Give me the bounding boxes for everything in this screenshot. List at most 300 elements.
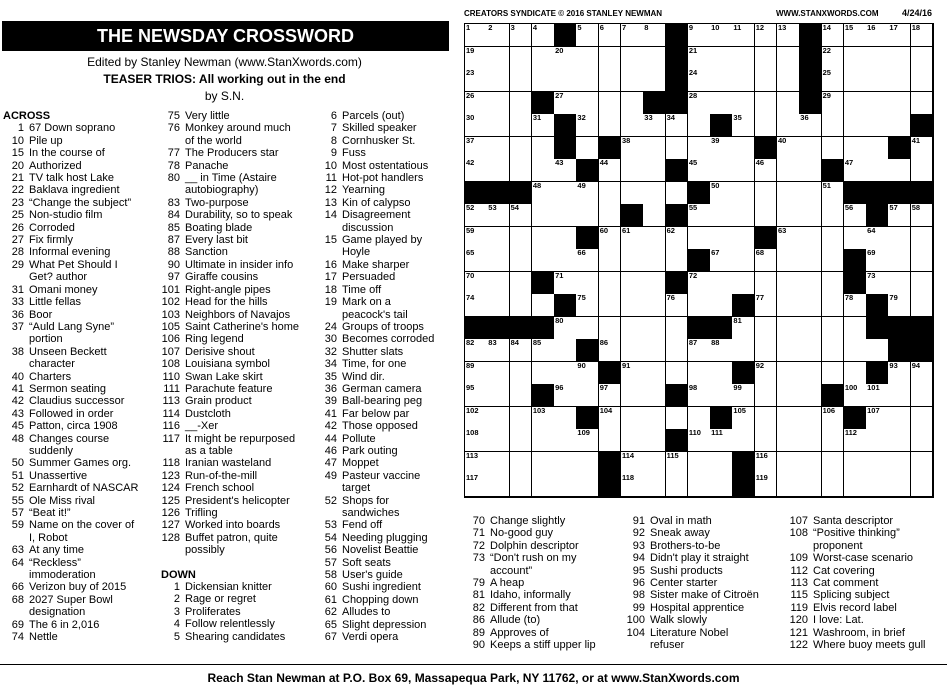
grid-cell[interactable] [510,452,533,475]
grid-cell[interactable] [487,137,510,160]
grid-cell[interactable] [866,429,889,452]
grid-cell[interactable] [732,407,755,430]
grid-cell[interactable] [777,407,800,430]
grid-cell[interactable] [755,339,778,362]
grid-cell[interactable] [888,92,911,115]
grid-cell[interactable] [465,272,488,295]
grid-cell[interactable] [510,204,533,227]
grid-cell[interactable] [621,114,644,137]
grid-cell[interactable] [755,159,778,182]
grid-cell[interactable] [465,249,488,272]
grid-cell[interactable] [465,362,488,385]
grid-cell[interactable] [643,69,666,92]
grid-cell[interactable] [844,204,867,227]
grid-cell[interactable] [866,159,889,182]
grid-cell[interactable] [643,204,666,227]
grid-cell[interactable] [866,384,889,407]
grid-cell[interactable] [643,362,666,385]
grid-cell[interactable] [465,339,488,362]
grid-cell[interactable] [554,227,577,250]
grid-cell[interactable] [799,249,822,272]
grid-cell[interactable] [465,137,488,160]
grid-cell[interactable] [487,47,510,70]
grid-cell[interactable] [911,407,934,430]
grid-cell[interactable] [688,294,711,317]
grid-cell[interactable] [666,137,689,160]
grid-cell[interactable] [510,272,533,295]
grid-cell[interactable] [844,114,867,137]
grid-cell[interactable] [576,204,599,227]
grid-cell[interactable] [576,384,599,407]
grid-cell[interactable] [487,24,510,47]
grid-cell[interactable] [799,294,822,317]
grid-cell[interactable] [710,227,733,250]
grid-cell[interactable] [510,429,533,452]
grid-cell[interactable] [576,182,599,205]
grid-cell[interactable] [844,159,867,182]
grid-cell[interactable] [866,227,889,250]
grid-cell[interactable] [844,452,867,475]
grid-cell[interactable] [732,204,755,227]
grid-cell[interactable] [777,159,800,182]
grid-cell[interactable] [888,227,911,250]
grid-cell[interactable] [621,339,644,362]
grid-cell[interactable] [710,137,733,160]
grid-cell[interactable] [844,47,867,70]
grid-cell[interactable] [688,407,711,430]
grid-cell[interactable] [510,294,533,317]
grid-cell[interactable] [643,137,666,160]
grid-cell[interactable] [510,47,533,70]
grid-cell[interactable] [732,114,755,137]
grid-cell[interactable] [822,47,845,70]
grid-cell[interactable] [888,159,911,182]
grid-cell[interactable] [510,362,533,385]
grid-cell[interactable] [576,47,599,70]
grid-cell[interactable] [621,407,644,430]
grid-cell[interactable] [554,384,577,407]
grid-cell[interactable] [465,227,488,250]
grid-cell[interactable] [688,474,711,497]
grid-cell[interactable] [777,429,800,452]
grid-cell[interactable] [643,339,666,362]
grid-cell[interactable] [465,24,488,47]
grid-cell[interactable] [822,339,845,362]
grid-cell[interactable] [510,159,533,182]
grid-cell[interactable] [465,114,488,137]
grid-cell[interactable] [777,92,800,115]
grid-cell[interactable] [822,92,845,115]
grid-cell[interactable] [666,339,689,362]
grid-cell[interactable] [866,249,889,272]
grid-cell[interactable] [487,159,510,182]
grid-cell[interactable] [554,249,577,272]
grid-cell[interactable] [822,69,845,92]
grid-cell[interactable] [866,69,889,92]
grid-cell[interactable] [599,24,622,47]
grid-cell[interactable] [554,362,577,385]
grid-cell[interactable] [465,204,488,227]
grid-cell[interactable] [911,272,934,295]
grid-cell[interactable] [599,294,622,317]
grid-cell[interactable] [732,24,755,47]
grid-cell[interactable] [866,114,889,137]
grid-cell[interactable] [799,339,822,362]
grid-cell[interactable] [510,92,533,115]
grid-cell[interactable] [799,452,822,475]
grid-cell[interactable] [576,452,599,475]
grid-cell[interactable] [710,249,733,272]
grid-cell[interactable] [510,339,533,362]
grid-cell[interactable] [487,339,510,362]
grid-cell[interactable] [621,272,644,295]
grid-cell[interactable] [710,92,733,115]
grid-cell[interactable] [465,47,488,70]
grid-cell[interactable] [532,24,555,47]
grid-cell[interactable] [554,69,577,92]
grid-cell[interactable] [465,407,488,430]
grid-cell[interactable] [532,227,555,250]
grid-cell[interactable] [888,114,911,137]
grid-cell[interactable] [576,92,599,115]
grid-cell[interactable] [799,317,822,340]
grid-cell[interactable] [844,137,867,160]
grid-cell[interactable] [777,362,800,385]
grid-cell[interactable] [777,384,800,407]
grid-cell[interactable] [911,294,934,317]
grid-cell[interactable] [599,227,622,250]
grid-cell[interactable] [599,204,622,227]
grid-cell[interactable] [911,249,934,272]
grid-cell[interactable] [844,317,867,340]
grid-cell[interactable] [911,69,934,92]
grid-cell[interactable] [732,47,755,70]
grid-cell[interactable] [911,362,934,385]
grid-cell[interactable] [911,384,934,407]
grid-cell[interactable] [576,429,599,452]
grid-cell[interactable] [599,182,622,205]
grid-cell[interactable] [888,69,911,92]
grid-cell[interactable] [510,114,533,137]
grid-cell[interactable] [532,114,555,137]
grid-cell[interactable] [621,24,644,47]
grid-cell[interactable] [554,159,577,182]
grid-cell[interactable] [710,452,733,475]
grid-cell[interactable] [799,362,822,385]
grid-cell[interactable] [666,474,689,497]
grid-cell[interactable] [777,69,800,92]
grid-cell[interactable] [666,452,689,475]
grid-cell[interactable] [688,362,711,385]
grid-cell[interactable] [576,69,599,92]
grid-cell[interactable] [844,92,867,115]
grid-cell[interactable] [866,92,889,115]
grid-cell[interactable] [710,294,733,317]
grid-cell[interactable] [666,249,689,272]
grid-cell[interactable] [799,137,822,160]
grid-cell[interactable] [755,384,778,407]
grid-cell[interactable] [799,114,822,137]
grid-cell[interactable] [755,24,778,47]
grid-cell[interactable] [888,272,911,295]
grid-cell[interactable] [710,429,733,452]
grid-cell[interactable] [799,182,822,205]
grid-cell[interactable] [554,204,577,227]
grid-cell[interactable] [532,362,555,385]
grid-cell[interactable] [732,339,755,362]
grid-cell[interactable] [532,47,555,70]
grid-cell[interactable] [911,474,934,497]
grid-cell[interactable] [643,114,666,137]
grid-cell[interactable] [822,362,845,385]
grid-cell[interactable] [554,47,577,70]
grid-cell[interactable] [621,317,644,340]
grid-cell[interactable] [621,137,644,160]
grid-cell[interactable] [732,137,755,160]
grid-cell[interactable] [510,24,533,47]
grid-cell[interactable] [866,47,889,70]
grid-cell[interactable] [755,294,778,317]
grid-cell[interactable] [554,92,577,115]
grid-cell[interactable] [621,452,644,475]
grid-cell[interactable] [599,429,622,452]
grid-cell[interactable] [710,47,733,70]
grid-cell[interactable] [487,249,510,272]
grid-cell[interactable] [621,69,644,92]
grid-cell[interactable] [465,452,488,475]
grid-cell[interactable] [777,339,800,362]
grid-cell[interactable] [621,474,644,497]
grid-cell[interactable] [844,339,867,362]
grid-cell[interactable] [599,114,622,137]
grid-cell[interactable] [599,249,622,272]
grid-cell[interactable] [621,227,644,250]
grid-cell[interactable] [822,452,845,475]
grid-cell[interactable] [599,159,622,182]
grid-cell[interactable] [576,317,599,340]
grid-cell[interactable] [554,272,577,295]
grid-cell[interactable] [911,159,934,182]
grid-cell[interactable] [732,92,755,115]
grid-cell[interactable] [710,204,733,227]
grid-cell[interactable] [621,384,644,407]
grid-cell[interactable] [822,204,845,227]
grid-cell[interactable] [844,429,867,452]
grid-cell[interactable] [888,362,911,385]
grid-cell[interactable] [799,474,822,497]
grid-cell[interactable] [866,452,889,475]
grid-cell[interactable] [666,317,689,340]
grid-cell[interactable] [487,407,510,430]
grid-cell[interactable] [532,182,555,205]
grid-cell[interactable] [732,182,755,205]
grid-cell[interactable] [510,249,533,272]
grid-cell[interactable] [599,339,622,362]
grid-cell[interactable] [643,429,666,452]
grid-cell[interactable] [844,384,867,407]
grid-cell[interactable] [554,339,577,362]
grid-cell[interactable] [888,474,911,497]
grid-cell[interactable] [643,294,666,317]
grid-cell[interactable] [911,47,934,70]
grid-cell[interactable] [621,182,644,205]
grid-cell[interactable] [666,294,689,317]
grid-cell[interactable] [822,114,845,137]
grid-cell[interactable] [465,159,488,182]
grid-cell[interactable] [688,227,711,250]
grid-cell[interactable] [621,294,644,317]
grid-cell[interactable] [621,429,644,452]
grid-cell[interactable] [643,47,666,70]
grid-cell[interactable] [621,159,644,182]
grid-cell[interactable] [688,384,711,407]
grid-cell[interactable] [822,407,845,430]
grid-cell[interactable] [777,227,800,250]
grid-cell[interactable] [643,159,666,182]
grid-cell[interactable] [710,474,733,497]
grid-cell[interactable] [888,294,911,317]
grid-cell[interactable] [732,159,755,182]
grid-cell[interactable] [487,384,510,407]
grid-cell[interactable] [465,384,488,407]
grid-cell[interactable] [755,317,778,340]
grid-cell[interactable] [576,249,599,272]
grid-cell[interactable] [822,249,845,272]
grid-cell[interactable] [844,294,867,317]
grid-cell[interactable] [755,92,778,115]
grid-cell[interactable] [710,272,733,295]
grid-cell[interactable] [888,429,911,452]
grid-cell[interactable] [755,182,778,205]
grid-cell[interactable] [866,272,889,295]
grid-cell[interactable] [777,317,800,340]
grid-cell[interactable] [688,339,711,362]
grid-cell[interactable] [465,429,488,452]
grid-cell[interactable] [554,317,577,340]
grid-cell[interactable] [777,452,800,475]
grid-cell[interactable] [755,452,778,475]
grid-cell[interactable] [822,294,845,317]
grid-cell[interactable] [688,24,711,47]
grid-cell[interactable] [599,384,622,407]
grid-cell[interactable] [688,429,711,452]
grid-cell[interactable] [599,317,622,340]
grid-cell[interactable] [911,429,934,452]
grid-cell[interactable] [465,474,488,497]
grid-cell[interactable] [643,317,666,340]
grid-cell[interactable] [599,47,622,70]
grid-cell[interactable] [799,272,822,295]
grid-cell[interactable] [666,407,689,430]
grid-cell[interactable] [621,249,644,272]
grid-cell[interactable] [599,69,622,92]
grid-cell[interactable] [866,24,889,47]
grid-cell[interactable] [554,474,577,497]
grid-cell[interactable] [688,452,711,475]
grid-cell[interactable] [799,159,822,182]
grid-cell[interactable] [532,159,555,182]
grid-cell[interactable] [866,474,889,497]
grid-cell[interactable] [487,204,510,227]
grid-cell[interactable] [799,407,822,430]
grid-cell[interactable] [799,204,822,227]
grid-cell[interactable] [710,362,733,385]
grid-cell[interactable] [487,272,510,295]
grid-cell[interactable] [688,272,711,295]
grid-cell[interactable] [643,272,666,295]
grid-cell[interactable] [911,137,934,160]
grid-cell[interactable] [732,272,755,295]
grid-cell[interactable] [487,452,510,475]
grid-cell[interactable] [710,182,733,205]
grid-cell[interactable] [532,69,555,92]
grid-cell[interactable] [487,92,510,115]
grid-cell[interactable] [888,47,911,70]
grid-cell[interactable] [532,407,555,430]
grid-cell[interactable] [844,474,867,497]
grid-cell[interactable] [866,407,889,430]
grid-cell[interactable] [911,227,934,250]
grid-cell[interactable] [822,227,845,250]
grid-cell[interactable] [554,407,577,430]
grid-cell[interactable] [866,339,889,362]
grid-cell[interactable] [554,182,577,205]
grid-cell[interactable] [532,339,555,362]
grid-cell[interactable] [732,227,755,250]
grid-cell[interactable] [777,474,800,497]
grid-cell[interactable] [510,69,533,92]
grid-cell[interactable] [755,114,778,137]
grid-cell[interactable] [487,294,510,317]
grid-cell[interactable] [844,227,867,250]
grid-cell[interactable] [822,474,845,497]
grid-cell[interactable] [888,249,911,272]
grid-cell[interactable] [777,24,800,47]
grid-cell[interactable] [688,137,711,160]
grid-cell[interactable] [532,294,555,317]
grid-cell[interactable] [822,272,845,295]
grid-cell[interactable] [755,272,778,295]
grid-cell[interactable] [844,362,867,385]
grid-cell[interactable] [777,114,800,137]
grid-cell[interactable] [666,227,689,250]
grid-cell[interactable] [777,204,800,227]
grid-cell[interactable] [643,384,666,407]
grid-cell[interactable] [777,47,800,70]
grid-cell[interactable] [822,137,845,160]
grid-cell[interactable] [888,24,911,47]
grid-cell[interactable] [688,114,711,137]
grid-cell[interactable] [554,429,577,452]
grid-cell[interactable] [755,474,778,497]
grid-cell[interactable] [621,47,644,70]
grid-cell[interactable] [755,407,778,430]
grid-cell[interactable] [710,339,733,362]
grid-cell[interactable] [487,114,510,137]
grid-cell[interactable] [888,384,911,407]
grid-cell[interactable] [666,182,689,205]
grid-cell[interactable] [643,227,666,250]
grid-cell[interactable] [755,47,778,70]
grid-cell[interactable] [510,407,533,430]
grid-cell[interactable] [666,362,689,385]
grid-cell[interactable] [576,24,599,47]
grid-cell[interactable] [487,227,510,250]
grid-cell[interactable] [510,384,533,407]
grid-cell[interactable] [599,92,622,115]
grid-cell[interactable] [732,69,755,92]
grid-cell[interactable] [688,69,711,92]
